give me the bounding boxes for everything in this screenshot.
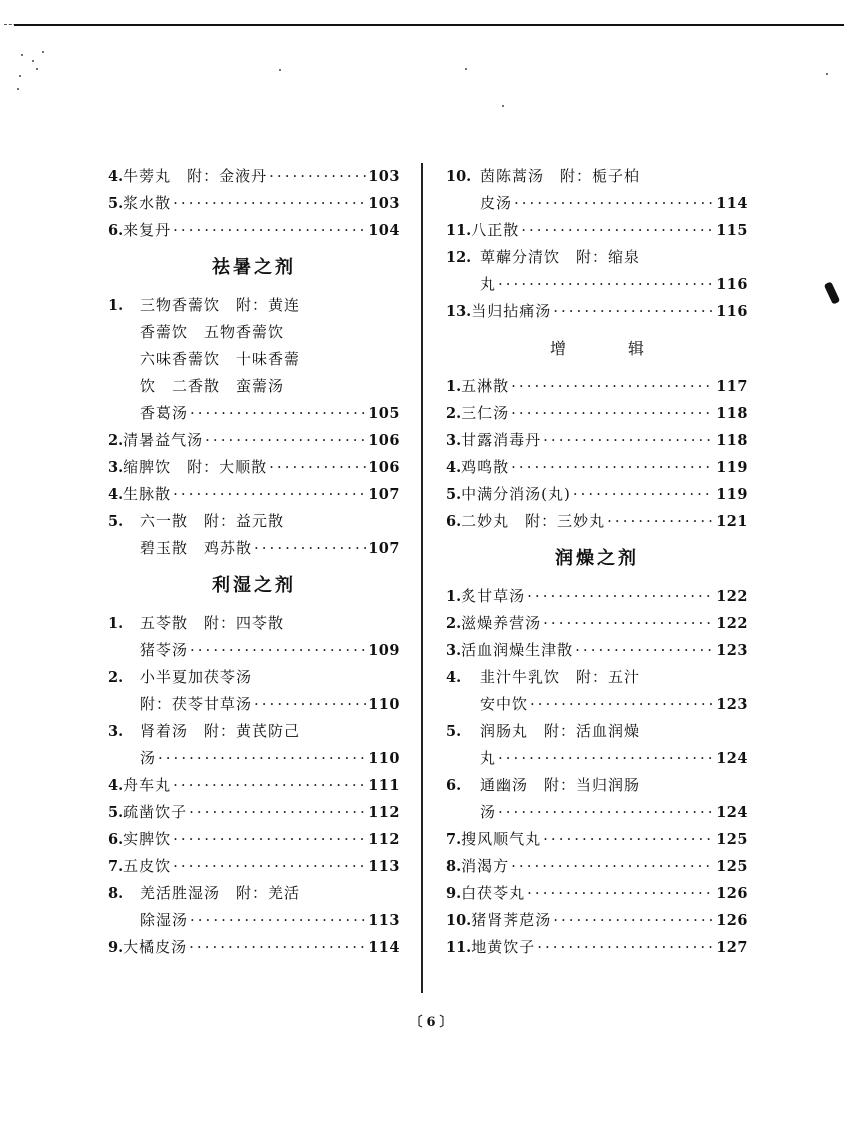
toc-entry-line <box>108 217 400 244</box>
dot-leader <box>543 826 714 853</box>
dot-leader <box>511 373 714 400</box>
entry-title: 丸 <box>480 275 497 293</box>
toc-entry-line <box>446 373 748 400</box>
edge-mark <box>824 281 841 304</box>
entry-page-number: 103 <box>368 195 400 212</box>
toc-entry-line <box>446 583 748 610</box>
entry-number: 11. <box>446 939 472 956</box>
entry-number: 8. <box>108 885 124 902</box>
toc-entry-line <box>446 853 748 880</box>
entry-number: 1. <box>108 297 124 314</box>
entry-page-number: 114 <box>716 195 748 212</box>
entry-title: 三仁汤 <box>461 404 510 422</box>
entry-page-number: 125 <box>716 831 748 848</box>
entry-number: 7. <box>108 858 124 875</box>
dot-leader <box>254 535 366 562</box>
toc-entry-line <box>446 745 748 772</box>
dot-leader <box>530 691 714 718</box>
entry-page-number: 117 <box>716 378 748 395</box>
dot-leader <box>254 691 366 718</box>
entry-page-number: 105 <box>368 405 400 422</box>
toc-entry[interactable] <box>108 826 400 853</box>
entry-title: 安中饮 <box>480 695 529 713</box>
toc-entry-line <box>108 373 400 400</box>
entry-title: 萆薢分清饮 附：缩泉 <box>480 248 641 266</box>
entry-title: 通幽汤 附：当归润肠 <box>480 776 641 794</box>
toc-entry-line <box>446 718 748 745</box>
toc-entry[interactable] <box>446 298 748 325</box>
top-rule <box>14 24 844 26</box>
dot-leader <box>269 454 366 481</box>
entry-page-number: 112 <box>368 804 400 821</box>
scan-speck <box>32 60 34 62</box>
entry-title: 清暑益气汤 <box>123 431 204 449</box>
toc-entry[interactable] <box>446 244 748 298</box>
entry-title: 地黄饮子 <box>471 938 536 956</box>
toc-entry-line <box>108 427 400 454</box>
scan-speck <box>465 68 467 70</box>
entry-number: 5. <box>446 723 462 740</box>
entry-number: 2. <box>108 432 124 449</box>
entry-page-number: 115 <box>716 222 748 239</box>
toc-entry[interactable] <box>108 610 400 664</box>
entry-title: 韭汁牛乳饮 附：五汁 <box>480 668 641 686</box>
entry-page-number: 118 <box>716 405 748 422</box>
dot-leader <box>553 907 714 934</box>
entry-page-number: 110 <box>368 696 400 713</box>
toc-entry[interactable] <box>446 481 748 508</box>
scan-speck <box>17 88 19 90</box>
entry-page-number: 113 <box>368 912 400 929</box>
entry-number: 6. <box>108 222 124 239</box>
dot-leader <box>205 427 366 454</box>
entry-number: 4. <box>108 777 124 794</box>
dot-leader <box>543 610 714 637</box>
dot-leader <box>511 454 714 481</box>
toc-entry-line <box>108 319 400 346</box>
entry-page-number: 118 <box>716 432 748 449</box>
entry-page-number: 112 <box>368 831 400 848</box>
entry-page-number: 107 <box>368 486 400 503</box>
toc-entry[interactable] <box>446 772 748 826</box>
entry-page-number: 104 <box>368 222 400 239</box>
toc-entry[interactable] <box>446 373 748 400</box>
entry-number: 1. <box>446 588 462 605</box>
dot-leader <box>511 400 714 427</box>
toc-entry-line <box>446 271 748 298</box>
entry-title: 饮 二香散 蛮薷汤 <box>140 377 285 395</box>
entry-page-number: 109 <box>368 642 400 659</box>
entry-title: 白茯苓丸 <box>461 884 526 902</box>
entry-title: 舟车丸 <box>123 776 172 794</box>
entry-title: 猪苓汤 <box>140 641 189 659</box>
section-heading: 增辑 <box>549 339 706 358</box>
page-number: 〔6〕 <box>409 1015 457 1030</box>
entry-page-number: 116 <box>716 276 748 293</box>
entry-title: 香薷饮 五物香薷饮 <box>140 323 285 341</box>
toc-entry-line <box>108 745 400 772</box>
toc-entry[interactable] <box>446 664 748 718</box>
entry-number: 11. <box>446 222 472 239</box>
toc-entry[interactable] <box>108 190 400 217</box>
toc-entry-line <box>108 400 400 427</box>
dot-leader <box>537 934 714 961</box>
dot-leader <box>527 583 714 610</box>
toc-entry[interactable] <box>108 880 400 934</box>
toc-entry-line <box>446 400 748 427</box>
toc-entry[interactable] <box>446 934 748 961</box>
entry-page-number: 107 <box>368 540 400 557</box>
toc-entry-line <box>108 826 400 853</box>
entry-page-number: 121 <box>716 513 748 530</box>
entry-page-number: 123 <box>716 642 748 659</box>
toc-entry[interactable] <box>446 880 748 907</box>
scan-speck <box>21 54 23 56</box>
entry-title: 鸡鸣散 <box>461 458 510 476</box>
entry-title: 搜风顺气丸 <box>461 830 542 848</box>
entry-title: 当归拈痛汤 <box>471 302 552 320</box>
toc-entry-line <box>108 346 400 373</box>
dot-leader <box>573 481 714 508</box>
toc-entry-line <box>446 880 748 907</box>
toc-entry[interactable] <box>446 427 748 454</box>
dot-leader <box>543 427 714 454</box>
entry-number: 4. <box>446 459 462 476</box>
entry-page-number: 103 <box>368 168 400 185</box>
entry-number: 10. <box>446 912 472 929</box>
dot-leader <box>189 799 366 826</box>
entry-title: 活血润燥生津散 <box>461 641 574 659</box>
entry-title: 肾着汤 附：黄芪防己 <box>140 722 301 740</box>
toc-entry-line <box>446 799 748 826</box>
entry-title: 羌活胜湿汤 附：羌活 <box>140 884 301 902</box>
toc-entry-line <box>108 691 400 718</box>
entry-number: 5. <box>108 195 124 212</box>
entry-number: 5. <box>108 804 124 821</box>
entry-title: 浆水散 <box>123 194 172 212</box>
entry-page-number: 116 <box>716 303 748 320</box>
toc-entry[interactable] <box>446 454 748 481</box>
entry-number: 8. <box>446 858 462 875</box>
scan-speck <box>19 75 21 77</box>
dot-leader <box>190 907 366 934</box>
entry-number: 10. <box>446 168 472 185</box>
toc-entry-line <box>446 907 748 934</box>
entry-page-number: 119 <box>716 486 748 503</box>
toc-entry-line <box>446 826 748 853</box>
toc-entry[interactable] <box>108 481 400 508</box>
toc-entry-line <box>108 718 400 745</box>
dot-leader <box>173 826 366 853</box>
toc-entry[interactable] <box>446 907 748 934</box>
entry-page-number: 122 <box>716 615 748 632</box>
entry-title: 疏凿饮子 <box>123 803 188 821</box>
entry-title: 二妙丸 附：三妙丸 <box>461 512 606 530</box>
entry-page-number: 125 <box>716 858 748 875</box>
section-heading: 利湿之剂 <box>212 575 296 596</box>
entry-number: 3. <box>108 459 124 476</box>
toc-entry-line <box>108 934 400 961</box>
entry-title: 大橘皮汤 <box>123 938 188 956</box>
entry-title: 香葛汤 <box>140 404 189 422</box>
toc-entry-line <box>446 934 748 961</box>
dot-leader <box>511 853 714 880</box>
section-heading: 祛暑之剂 <box>212 257 296 278</box>
entry-title: 来复丹 <box>123 221 172 239</box>
toc-entry-line <box>446 298 748 325</box>
entry-page-number: 122 <box>716 588 748 605</box>
entry-title: 中满分消汤(丸) <box>461 485 571 503</box>
toc-entry-line <box>108 190 400 217</box>
entry-title: 缩脾饮 附：大顺散 <box>123 458 268 476</box>
entry-title: 除湿汤 <box>140 911 189 929</box>
entry-title: 生脉散 <box>123 485 172 503</box>
toc-entry-line <box>446 427 748 454</box>
toc-entry[interactable] <box>446 583 748 610</box>
entry-page-number: 114 <box>368 939 400 956</box>
column-divider <box>421 163 423 993</box>
toc-entry-line <box>446 664 748 691</box>
toc-entry-line <box>108 481 400 508</box>
dot-leader <box>173 853 366 880</box>
entry-number: 13. <box>446 303 472 320</box>
toc-entry[interactable] <box>446 217 748 244</box>
dot-leader <box>190 637 366 664</box>
entry-title: 六味香薷饮 十味香薷 <box>140 350 301 368</box>
entry-number: 3. <box>446 642 462 659</box>
entry-number: 2. <box>446 615 462 632</box>
dot-leader <box>553 298 714 325</box>
scan-speck <box>279 69 281 71</box>
dot-leader <box>158 745 366 772</box>
entry-page-number: 123 <box>716 696 748 713</box>
toc-entry-line <box>446 637 748 664</box>
dot-leader <box>607 508 714 535</box>
toc-entry-line <box>108 610 400 637</box>
entry-page-number: 106 <box>368 432 400 449</box>
toc-entry[interactable] <box>108 772 400 799</box>
entry-title: 丸 <box>480 749 497 767</box>
entry-title: 八正散 <box>471 221 520 239</box>
toc-entry[interactable] <box>446 163 748 217</box>
entry-title: 实脾饮 <box>123 830 172 848</box>
entry-page-number: 119 <box>716 459 748 476</box>
entry-page-number: 111 <box>368 777 400 794</box>
toc-entry[interactable] <box>108 718 400 772</box>
dot-leader <box>521 217 714 244</box>
toc-column-right <box>446 163 748 961</box>
toc-entry-line <box>108 664 400 691</box>
entry-page-number: 106 <box>368 459 400 476</box>
entry-title: 汤 <box>140 749 157 767</box>
dot-leader <box>173 772 366 799</box>
toc-entry-line <box>108 853 400 880</box>
toc-entry-line <box>108 535 400 562</box>
entry-title: 茵陈蒿汤 附：栀子柏 <box>480 167 641 185</box>
entry-number: 9. <box>108 939 124 956</box>
dot-leader <box>575 637 714 664</box>
toc-entry-line <box>108 880 400 907</box>
toc-entry[interactable] <box>446 400 748 427</box>
toc-entry[interactable] <box>446 508 748 535</box>
toc-entry[interactable] <box>446 610 748 637</box>
toc-entry-line <box>108 799 400 826</box>
entry-number: 3. <box>446 432 462 449</box>
toc-entry-line <box>446 217 748 244</box>
dot-leader <box>173 481 366 508</box>
dot-leader <box>190 400 366 427</box>
toc-entry-line <box>446 163 748 190</box>
entry-page-number: 127 <box>716 939 748 956</box>
dot-leader <box>498 799 714 826</box>
toc-entry[interactable] <box>108 292 400 427</box>
toc-column-left <box>108 163 400 961</box>
entry-title: 小半夏加茯苓汤 <box>140 668 253 686</box>
toc-entry[interactable] <box>446 853 748 880</box>
toc-entry-line <box>108 508 400 535</box>
entry-title: 附：茯苓甘草汤 <box>140 695 253 713</box>
entry-title: 碧玉散 鸡苏散 <box>140 539 253 557</box>
entry-number: 12. <box>446 249 472 266</box>
toc-entry-line <box>108 772 400 799</box>
entry-title: 滋燥养营汤 <box>461 614 542 632</box>
entry-title: 六一散 附：益元散 <box>140 512 285 530</box>
toc-entry-line <box>446 691 748 718</box>
entry-page-number: 110 <box>368 750 400 767</box>
entry-number: 4. <box>108 486 124 503</box>
entry-number: 5. <box>446 486 462 503</box>
dot-leader <box>514 190 714 217</box>
toc-entry[interactable] <box>108 217 400 244</box>
entry-title: 炙甘草汤 <box>461 587 526 605</box>
scan-speck <box>36 68 38 70</box>
toc-entry-line <box>446 610 748 637</box>
dot-leader <box>527 880 714 907</box>
scan-speck <box>42 51 44 53</box>
entry-title: 五皮饮 <box>123 857 172 875</box>
toc-entry[interactable] <box>446 718 748 772</box>
dot-leader <box>189 934 366 961</box>
entry-number: 4. <box>446 669 462 686</box>
toc-entry-line <box>446 190 748 217</box>
toc-entry-line <box>446 481 748 508</box>
toc-entry-line <box>108 292 400 319</box>
section-heading: 润燥之剂 <box>555 548 639 569</box>
scan-speck <box>826 73 828 75</box>
entry-number: 6. <box>446 513 462 530</box>
toc-entry[interactable] <box>108 934 400 961</box>
entry-number: 7. <box>446 831 462 848</box>
toc-entry-line <box>446 244 748 271</box>
entry-number: 6. <box>108 831 124 848</box>
scan-speck <box>502 105 504 107</box>
toc-entry[interactable] <box>446 826 748 853</box>
toc-entry-line <box>108 454 400 481</box>
entry-title: 三物香薷饮 附：黄连 <box>140 296 301 314</box>
toc-entry[interactable] <box>108 454 400 481</box>
entry-number: 2. <box>108 669 124 686</box>
toc-entry[interactable] <box>108 508 400 562</box>
entry-number: 4. <box>108 168 124 185</box>
entry-number: 3. <box>108 723 124 740</box>
toc-entry-line <box>108 907 400 934</box>
entry-title: 汤 <box>480 803 497 821</box>
toc-entry-line <box>108 163 400 190</box>
toc-entry-line <box>446 772 748 799</box>
entry-title: 牛蒡丸 附：金液丹 <box>123 167 268 185</box>
toc-entry[interactable] <box>108 664 400 718</box>
entry-page-number: 126 <box>716 912 748 929</box>
entry-number: 1. <box>108 615 124 632</box>
entry-number: 9. <box>446 885 462 902</box>
entry-title: 消渴方 <box>461 857 510 875</box>
dot-leader <box>173 190 366 217</box>
dot-leader <box>498 745 714 772</box>
entry-page-number: 126 <box>716 885 748 902</box>
toc-entry-line <box>446 454 748 481</box>
entry-title: 润肠丸 附：活血润燥 <box>480 722 641 740</box>
entry-number: 6. <box>446 777 462 794</box>
toc-entry-line <box>108 637 400 664</box>
dot-leader <box>269 163 366 190</box>
entry-title: 猪肾荠苨汤 <box>471 911 552 929</box>
entry-title: 五淋散 <box>461 377 510 395</box>
entry-page-number: 124 <box>716 804 748 821</box>
entry-page-number: 124 <box>716 750 748 767</box>
entry-number: 2. <box>446 405 462 422</box>
toc-entry[interactable] <box>108 163 400 190</box>
dot-leader <box>173 217 366 244</box>
entry-title: 五苓散 附：四苓散 <box>140 614 285 632</box>
entry-title: 皮汤 <box>480 194 513 212</box>
entry-page-number: 113 <box>368 858 400 875</box>
entry-title: 甘露消毒丹 <box>461 431 542 449</box>
toc-entry-line <box>446 508 748 535</box>
toc-entry[interactable] <box>446 637 748 664</box>
toc-entry[interactable] <box>108 427 400 454</box>
toc-entry[interactable] <box>108 799 400 826</box>
entry-number: 5. <box>108 513 124 530</box>
dot-leader <box>498 271 714 298</box>
entry-number: 1. <box>446 378 462 395</box>
toc-entry[interactable] <box>108 853 400 880</box>
